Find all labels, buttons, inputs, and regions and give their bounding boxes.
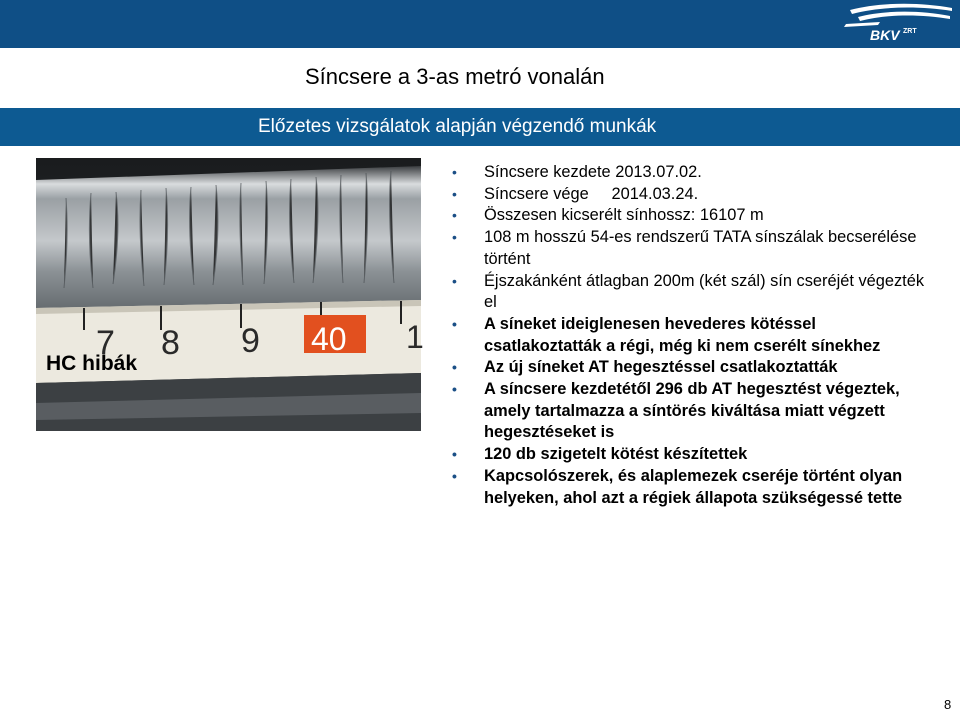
- bullet-item: • Síncsere kezdete 2013.07.02.: [452, 162, 932, 184]
- bullet-item: • Síncsere vége 2014.03.24.: [452, 184, 932, 206]
- bullet-item: • A síncsere kezdetétől 296 db AT hegesztést végeztek, amely tartalmazza a síntörés kiváltása miatt végzett hegesztéseket is: [452, 379, 932, 444]
- ruler-number-40: 40: [311, 321, 347, 357]
- bkv-logo: [840, 2, 958, 46]
- slide-subtitle: Előzetes vizsgálatok alapján végzendő munkák: [258, 116, 657, 137]
- bullet-item: • 108 m hosszú 54-es rendszerű TATA sínszálak becserélése történt: [452, 227, 932, 270]
- bullet-item: • 120 db szigetelt kötést készítettek: [452, 444, 932, 466]
- logo-text: BKV: [870, 27, 900, 43]
- logo-superscript: ZRT: [903, 28, 917, 35]
- bullet-item: • Kapcsolószerek, és alaplemezek cseréje történt olyan helyeken, ahol azt a régiek állapota szükségessé tette: [452, 466, 932, 509]
- bullet-item: • A síneket ideiglenesen hevederes kötéssel csatlakoztatták a régi, még ki nem cserélt sínekhez: [452, 314, 932, 357]
- bullet-item: • Éjszakánként átlagban 200m (két szál) sín cseréjét végezték el: [452, 271, 932, 314]
- rail-photo-graphic: [36, 158, 424, 431]
- ruler-number-8: 8: [161, 324, 180, 362]
- photo-label: HC hibák: [46, 352, 138, 375]
- bullet-item: • Összesen kicserélt sínhossz: 16107 m: [452, 205, 932, 227]
- ruler-number-1: 1: [406, 319, 424, 355]
- bullet-item: • Az új síneket AT hegesztéssel csatlakoztatták: [452, 357, 932, 379]
- rail-defect-photo: [36, 158, 424, 431]
- ruler-number-7: 7: [96, 324, 115, 362]
- slide-title: Síncsere a 3-as metró vonalán: [305, 64, 605, 89]
- top-banner: [0, 0, 960, 48]
- ruler-number-9: 9: [241, 322, 260, 360]
- bullet-list: [452, 162, 932, 509]
- page-number: 8: [944, 697, 952, 712]
